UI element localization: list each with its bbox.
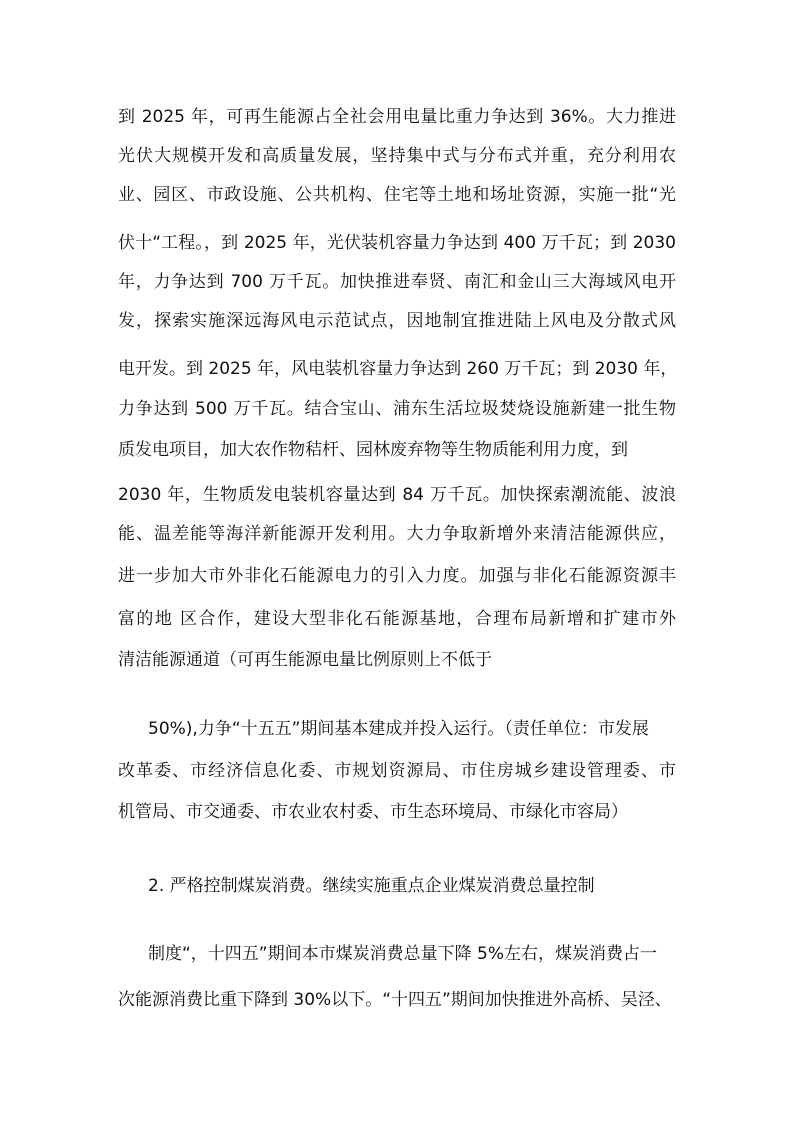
paragraph-1-line-14: 清洁能源通道（可再生能源电量比例原则上不低于: [118, 650, 492, 670]
paragraph-1-line-3: 业、园区、市政设施、公共机构、住宅等土地和场址资源，实施一批“光: [118, 185, 676, 205]
paragraph-1-line-7: 电开发。到 2025 年，风电装机容量力争达到 260 万千瓦；到 2030 年，: [118, 359, 678, 379]
paragraph-1-line-5: 年，力争达到 700 万千瓦。加快推进奉贤、南汇和金山三大海域风电开: [118, 272, 676, 292]
paragraph-1-line-1: 到 2025 年，可再生能源占全社会用电量比重力争达到 36%。大力推进: [118, 107, 676, 127]
paragraph-3-line-2: 次能源消费比重下降到 30%以下。“十四五”期间加快推进外高桥、吴泾、: [118, 990, 672, 1010]
paragraph-1-line-9: 质发电项目，加大农作物秸杆、园林废弃物等生物质能利用力度，到: [118, 440, 628, 460]
paragraph-2-line-2: 改革委、市经济信息化委、市规划资源局、市住房城乡建设管理委、市: [118, 761, 676, 781]
paragraph-1-line-10: 2030 年，生物质发电装机容量达到 84 万千瓦。加快探索潮流能、波浪: [118, 485, 676, 505]
paragraph-1-line-12: 进一步加大市外非化石能源电力的引入力度。加强与非化石能源资源丰: [118, 566, 676, 586]
paragraph-2-line-1: 50%),力争“十五五”期间基本建成并投入运行。（责任单位：市发展: [148, 719, 649, 739]
paragraph-1-line-4: 伏十“工程。，到 2025 年，光伏装机容量力争达到 400 万千瓦；到 2030: [118, 233, 676, 253]
paragraph-1-line-13: 富的地 区合作，建设大型非化石能源基地，合理布局新增和扩建市外: [118, 609, 676, 629]
section-heading-2: 2. 严格控制煤炭消费。继续实施重点企业煤炭消费总量控制: [148, 876, 595, 896]
paragraph-2-line-3: 机管局、市交通委、市农业农村委、市生态环境局、市绿化市容局）: [118, 802, 628, 822]
paragraph-1-line-11: 能、温差能等海洋新能源开发利用。大力争取新增外来清洁能源供应，: [118, 524, 676, 544]
paragraph-3-line-1: 制度“，十四五”期间本市煤炭消费总量下降 5%左右，煤炭消费占一: [148, 944, 657, 964]
paragraph-1-line-8: 力争达到 500 万千瓦。结合宝山、浦东生活垃圾焚烧设施新建一批生物: [118, 399, 676, 419]
paragraph-1-line-2: 光伏大规模开发和高质量发展，坚持集中式与分布式并重，充分利用农: [118, 146, 676, 166]
paragraph-1-line-6: 发，探索实施深远海风电示范试点，因地制宜推进陆上风电及分散式风: [118, 311, 676, 331]
